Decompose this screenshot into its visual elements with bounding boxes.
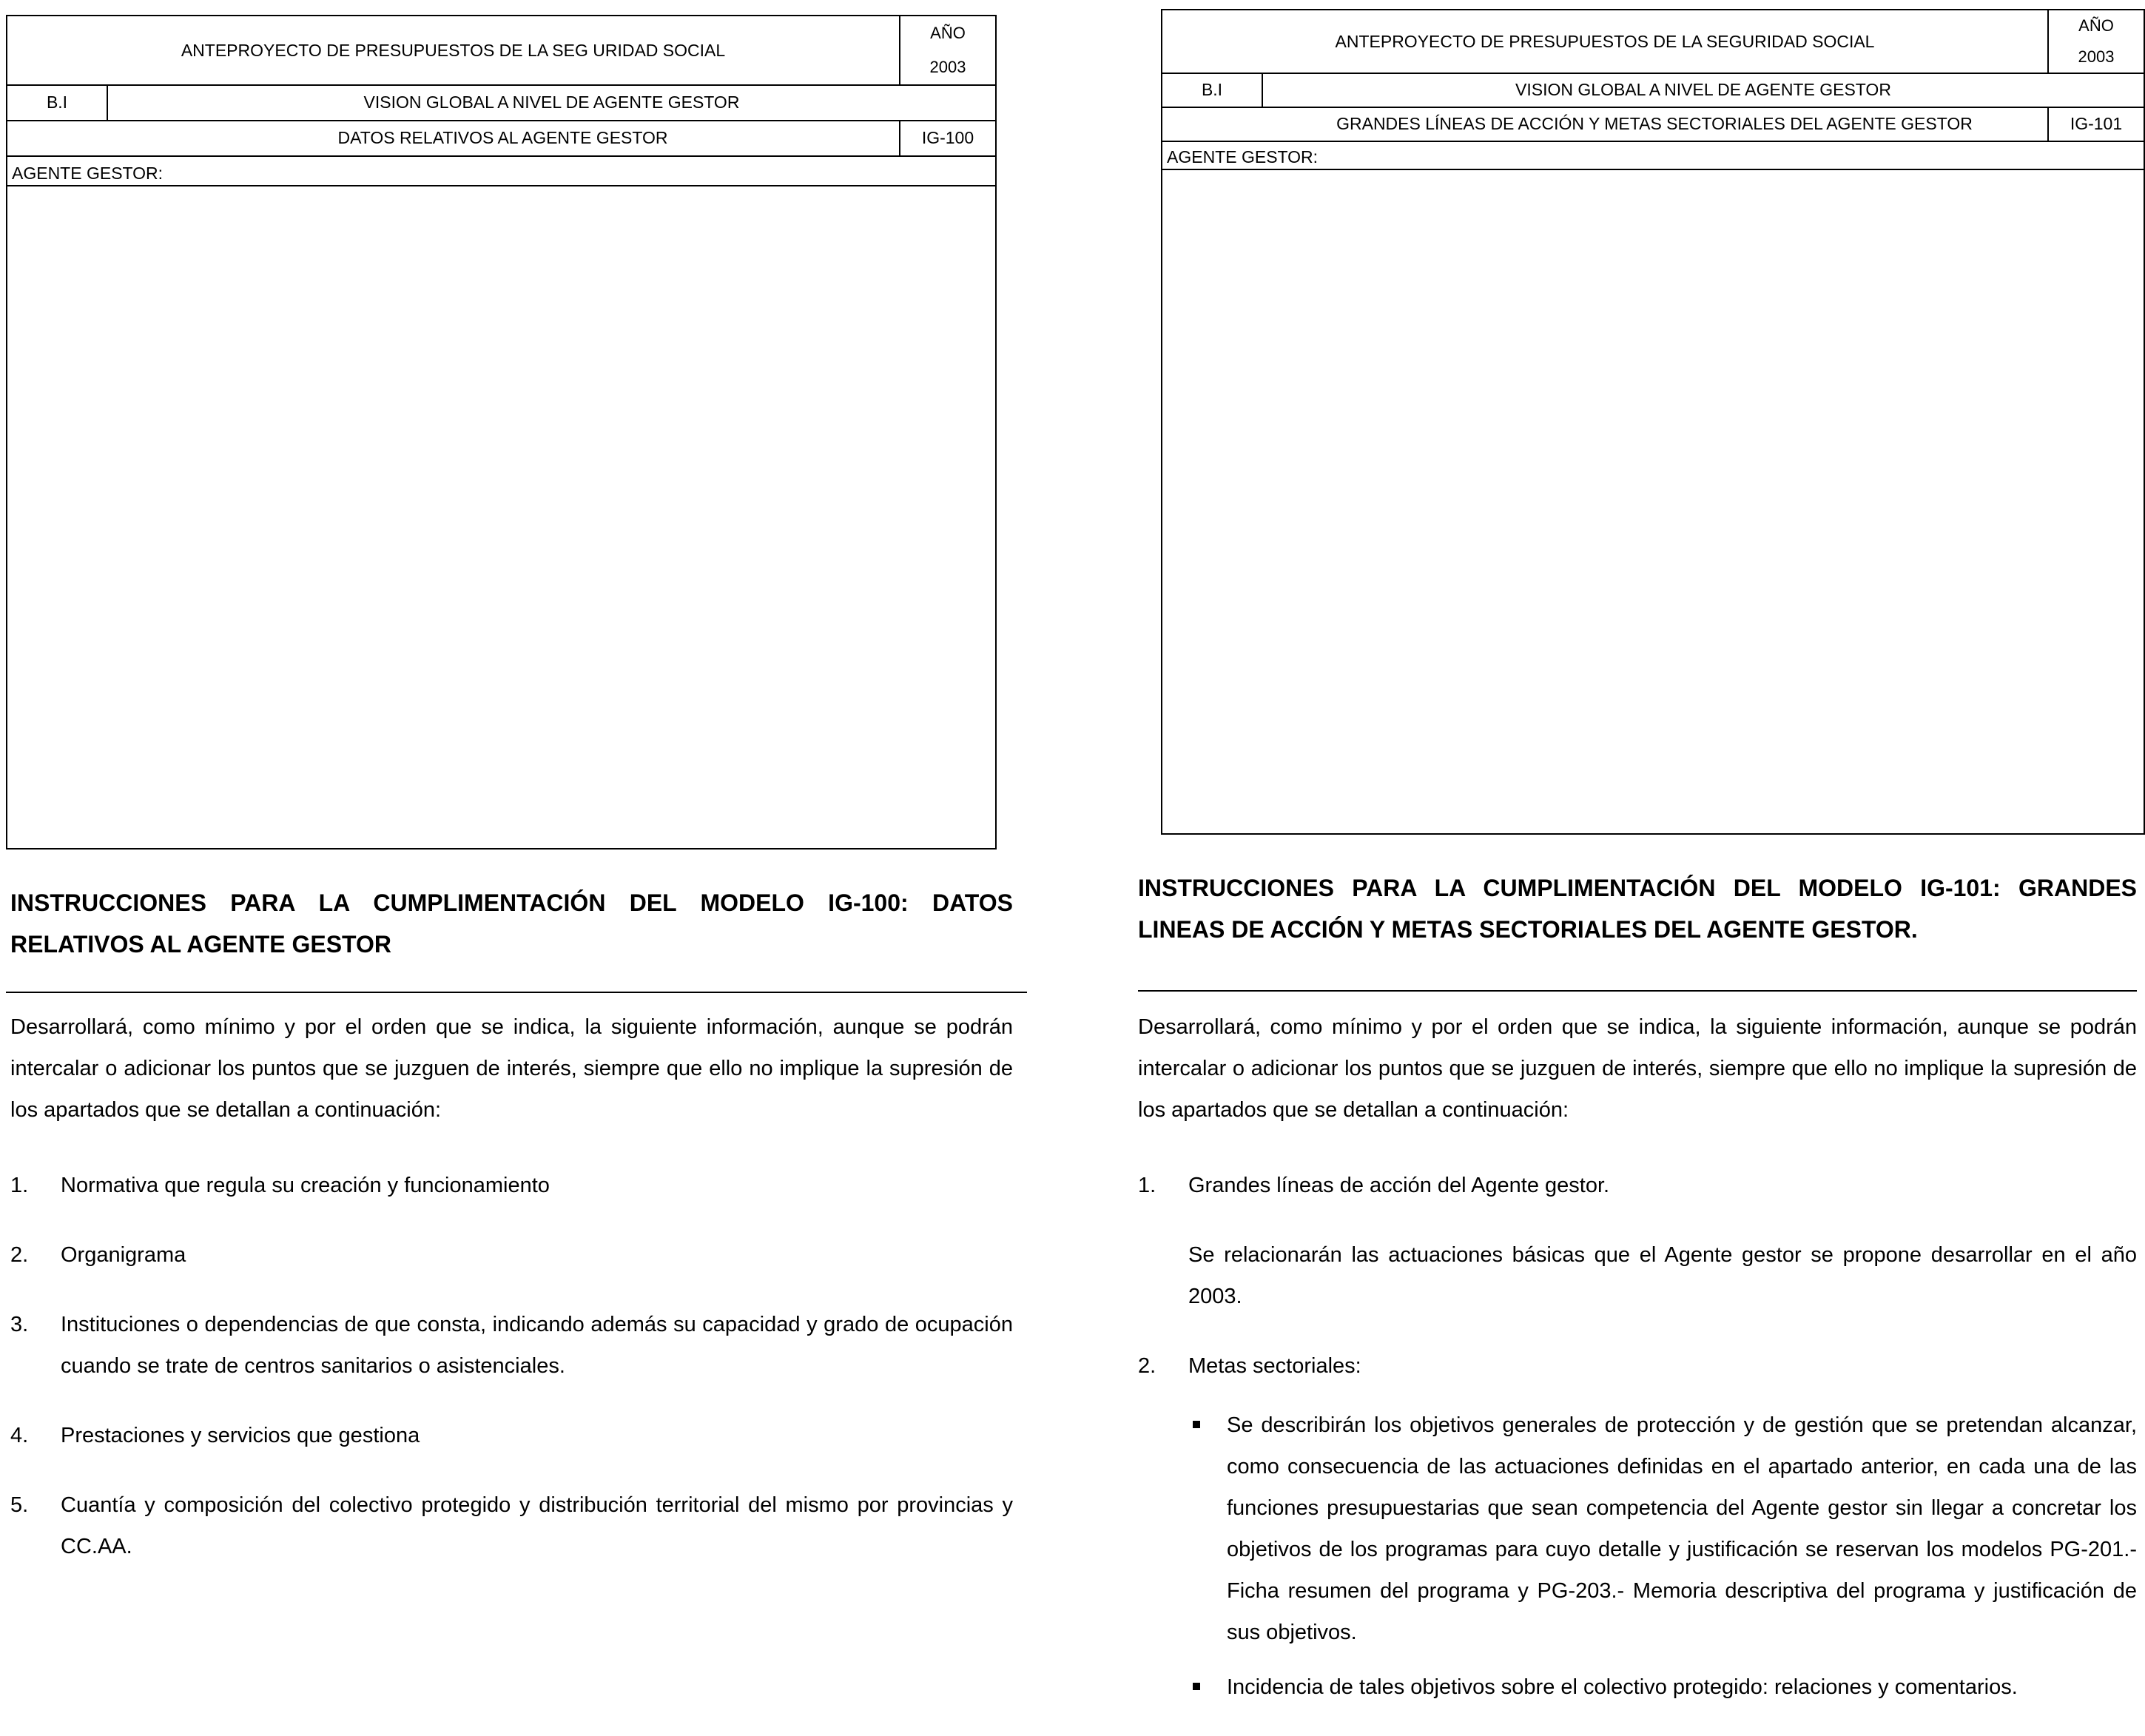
item-text: Prestaciones y servicios que gestiona (61, 1424, 420, 1447)
agent-row (7, 155, 995, 186)
item-text: Normativa que regula su creación y funcionamiento (61, 1174, 550, 1197)
item-text: Instituciones o dependencias de que consta, indicando además su capacidad y grado de ocupación cuando se trate de centros sanitarios o asistenciales. (61, 1313, 1013, 1378)
intro-paragraph: Desarrollará, como mínimo y por el orden que se indica, la siguiente información, aunque se podrán intercalar o adicionar los puntos que se juzguen de interés, siempre que ello no implique la supresión de los apartados que se detallan a continuación: (1138, 1015, 2137, 1122)
item-text: Grandes líneas de acción del Agente gestor. (1188, 1174, 1610, 1197)
item-subparagraph: Se relacionarán las actuaciones básicas que el Agente gestor se propone desarrollar en el año 2003. (1188, 1243, 2137, 1308)
form-title-row (1162, 10, 2144, 74)
instructions-heading: INSTRUCCIONES PARA LA CUMPLIMENTACIÓN DEL MODELO IG-101: GRANDES LINEAS DE ACCIÓN Y METAS SECTORIALES DEL AGENTE GESTOR. (1138, 875, 2137, 943)
instructions-list (10, 1165, 1013, 1595)
list-item (10, 1484, 1013, 1567)
item-number: 2. (1138, 1354, 1156, 1378)
item-number: 2. (10, 1243, 29, 1267)
item-number: 1. (1138, 1174, 1156, 1197)
bullet-list (1188, 1404, 2137, 1708)
item-number: 4. (10, 1424, 29, 1447)
section-row (1162, 73, 2144, 108)
form-subtitle: DATOS RELATIVOS AL AGENTE GESTOR (337, 127, 668, 147)
item-text: Organigrama (61, 1243, 186, 1267)
year-value: 2003 (2078, 47, 2115, 66)
section-row (7, 84, 995, 121)
section-title: VISION GLOBAL A NIVEL DE AGENTE GESTOR (107, 84, 995, 120)
bullet-item (1188, 1666, 2137, 1708)
item-text: Metas sectoriales: (1188, 1354, 1361, 1378)
year-box (2047, 10, 2144, 73)
agent-label: AGENTE GESTOR: (1167, 147, 1319, 166)
form-title: ANTEPROYECTO DE PRESUPUESTOS DE LA SEGURIDAD SOCIAL (1335, 31, 1875, 51)
instructions-list (1138, 1165, 2137, 1736)
subtitle-row (7, 120, 995, 157)
list-item (10, 1234, 1013, 1276)
bullet-icon (1193, 1421, 1200, 1428)
subtitle-row (1162, 107, 2144, 142)
form-title: ANTEPROYECTO DE PRESUPUESTOS DE LA SEG URIDAD SOCIAL (181, 40, 726, 60)
bullet-text: Incidencia de tales objetivos sobre el colectivo protegido: relaciones y comentarios. (1227, 1675, 2018, 1699)
intro-paragraph: Desarrollará, como mínimo y por el orden que se indica, la siguiente información, aunque se podrán intercalar o adicionar los puntos que se juzguen de interés, siempre que ello no implique la supresión de los apartados que se detallan a continuación: (10, 1015, 1013, 1122)
divider (1138, 990, 2137, 992)
year-box (899, 16, 995, 84)
bullet-icon (1193, 1683, 1200, 1690)
year-value: 2003 (929, 58, 966, 76)
form-ig-100 (6, 15, 997, 850)
model-code: IG-100 (899, 120, 995, 155)
year-label: AÑO (2078, 16, 2114, 35)
item-number: 3. (10, 1313, 29, 1336)
list-item (1138, 1345, 2137, 1708)
instructions-heading: INSTRUCCIONES PARA LA CUMPLIMENTACIÓN DEL MODELO IG-100: DATOS RELATIVOS AL AGENTE GESTOR (10, 889, 1013, 958)
form-title-row (7, 16, 995, 86)
section-code: B.I (46, 92, 68, 112)
section-title: VISION GLOBAL A NIVEL DE AGENTE GESTOR (1262, 73, 2144, 107)
form-ig-101 (1161, 9, 2145, 835)
list-item (10, 1304, 1013, 1387)
agent-label: AGENTE GESTOR: (12, 164, 164, 183)
item-number: 1. (10, 1174, 29, 1197)
item-text: Cuantía y composición del colectivo protegido y distribución territorial del mismo por provincias y CC.AA. (61, 1493, 1013, 1558)
form-subtitle: GRANDES LÍNEAS DE ACCIÓN Y METAS SECTORIALES DEL AGENTE GESTOR (1336, 113, 1973, 133)
bullet-text: Se describirán los objetivos generales de protección y de gestión que se pretendan alcanzar, como consecuencia de las actuaciones definidas en el apartado anterior, en cada una de las funciones presupuestarias que sean competencia del Agente gestor sin llegar a concretar los objetivos de los programas para cuyo detalle y justificación se reservan los modelos PG-201.- Ficha resumen del programa y PG-203.- Memoria descriptiva del programa y justificación de sus objetivos. (1227, 1413, 2137, 1644)
list-item (10, 1165, 1013, 1206)
divider (6, 992, 1027, 993)
bullet-item (1188, 1404, 2137, 1653)
model-code: IG-101 (2047, 107, 2144, 141)
list-item (10, 1415, 1013, 1456)
agent-row (1162, 141, 2144, 170)
section-code: B.I (1201, 79, 1223, 99)
item-number: 5. (10, 1493, 29, 1517)
year-label: AÑO (930, 24, 966, 42)
list-item (1138, 1165, 2137, 1317)
